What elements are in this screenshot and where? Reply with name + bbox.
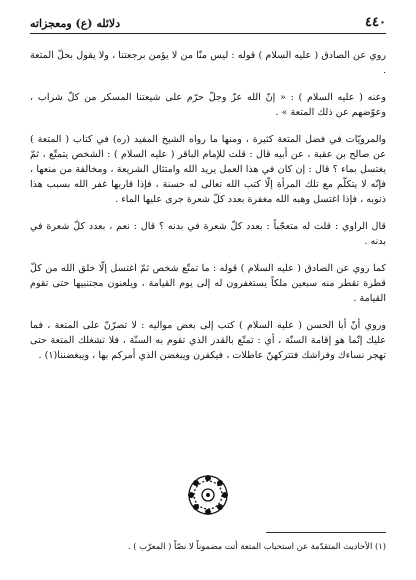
running-title: دلائله (ع) ومعجزاته [30,17,121,30]
paragraph: كما روي عن الصادق ( عليه السلام ) قوله : ما تمتّع شخص ثمّ اغتسل إلّا خلق الله من كلّ قطرة تقطر منه سبعين ملكاً يستغفرون له إلى يوم القيامة ، ويلعنون مجتنبيها حتى تقوم القيامة . [30,263,386,304]
decorative-rosette-icon [185,472,231,518]
book-page [30,10,386,565]
footnote: (١) الأحاديث المتقدّمة عن استحباب المتعة أتت مضموناً لا نصّاً ( المعرّب ) . [127,541,386,551]
paragraph: وعنه ( عليه السلام ) : « إنّ الله عزّ وجلّ حرّم على شيعتنا المسكر من كلّ شراب ، وعوّضهم عن ذلك المتعة » . [30,92,386,118]
paragraph: قال الراوي : قلت له متعجّباً : بعدد كلّ شعرة في بدنه ؟ قال : نعم ، بعدد كلّ شعرة في بدنه . [30,221,386,247]
paragraph: وروي أنّ أبا الحسن ( عليه السلام ) كتب إلى بعض مواليه : لا تصرّنّ على المتعة ، فما عليك إنّما هو إقامة السنّة ، أي : تمتّع بالقدر الذي تقوم به السنّة ، فلا تشغلك المتعة حتى تهجر نساءك وفراشك فتتركهنّ عاطلات ، فيكفرن ويبغضن الذي أمركم بها ، ويبغضننا(١) . [30,320,386,361]
footnote-divider [266,532,386,533]
paragraph: روي عن الصادق ( عليه السلام ) قوله : ليس منّا من لا يؤمن برجعتنا ، ولا يقول بحلّ المتعة . [30,50,386,76]
page-header [30,10,386,34]
page-number: ٤٤٠ [365,15,386,30]
paragraph: والمرويّات في فضل المتعة كثيرة ، ومنها ما رواه الشيخ المفيد (ره) في كتاب ( المتعة ) عن صالح بن عقبة ، عن أبيه قال : قلت للإمام الباقر ( عليه السلام ) : الشخص يتمتّع ، ثمّ يغتسل بماء ؟ قال : إن كان في هذا العمل يريد الله وامتثال الشريعة ، ومخالفة من منعها ، فإنّه لا يتكلّم مع تلك المرأة إلّا كتب الله تعالى له حسنة ، فإذا قاربها غفر الله بسبب هذا ذنوبه ، فإذا اغتسل وهبه الله مغفرة بعدد كلّ شعرة جرى عليها الماء . [30,134,386,205]
page-body [30,48,386,363]
